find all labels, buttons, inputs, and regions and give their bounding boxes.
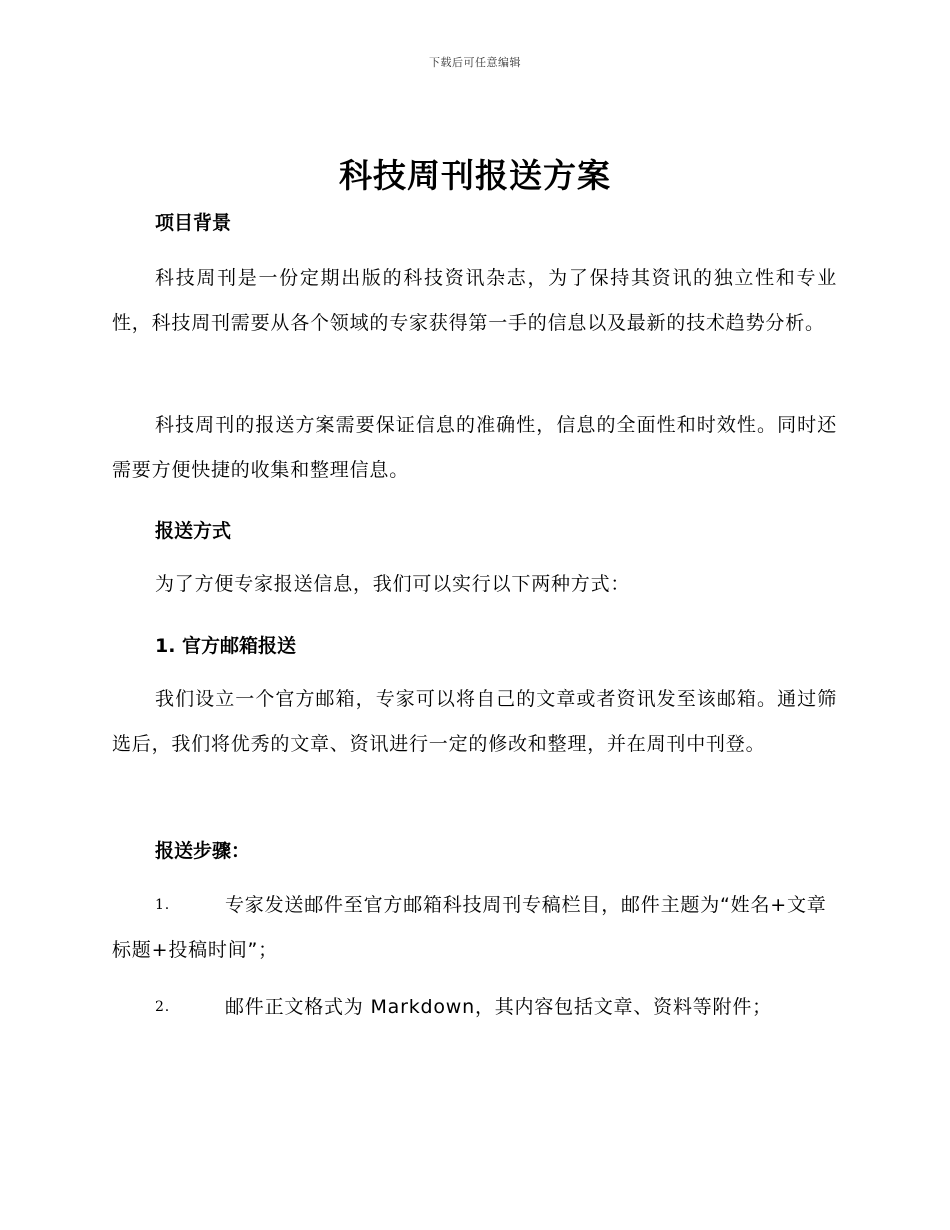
list-item-step-1 <box>112 883 837 973</box>
subheading-official-email: 1. 官方邮箱报送 <box>155 635 297 657</box>
paragraph-method-intro: 为了方便专家报送信息，我们可以实行以下两种方式： <box>155 573 631 595</box>
list-item-step-2 <box>112 985 837 1030</box>
section-heading-background: 项目背景 <box>155 212 232 234</box>
step-text: 专家发送邮件至官方邮箱科技周刊专稿栏目，邮件主题为“姓名+文章标题+投稿时间”； <box>112 894 827 961</box>
paragraph-background-2: 科技周刊的报送方案需要保证信息的准确性，信息的全面性和时效性。同时还需要方便快捷的收集和整理信息。 <box>112 414 837 481</box>
paragraph-official-email: 我们设立一个官方邮箱，专家可以将自己的文章或者资讯发至该邮箱。通过筛选后，我们将优秀的文章、资讯进行一定的修改和整理，并在周刊中刊登。 <box>112 688 837 755</box>
subheading-steps: 报送步骤： <box>155 840 251 862</box>
document-title: 科技周刊报送方案 <box>339 156 611 195</box>
paragraph-background-1: 科技周刊是一份定期出版的科技资讯杂志，为了保持其资讯的独立性和专业性，科技周刊需要从各个领域的专家获得第一手的信息以及最新的技术趋势分析。 <box>112 267 837 334</box>
header-note: 下载后可任意编辑 <box>429 56 521 69</box>
step-number: 2. <box>155 999 170 1015</box>
section-heading-method: 报送方式 <box>155 520 232 542</box>
step-text: 邮件正文格式为 Markdown，其内容包括文章、资料等附件； <box>225 996 772 1018</box>
step-number: 1. <box>155 897 170 913</box>
